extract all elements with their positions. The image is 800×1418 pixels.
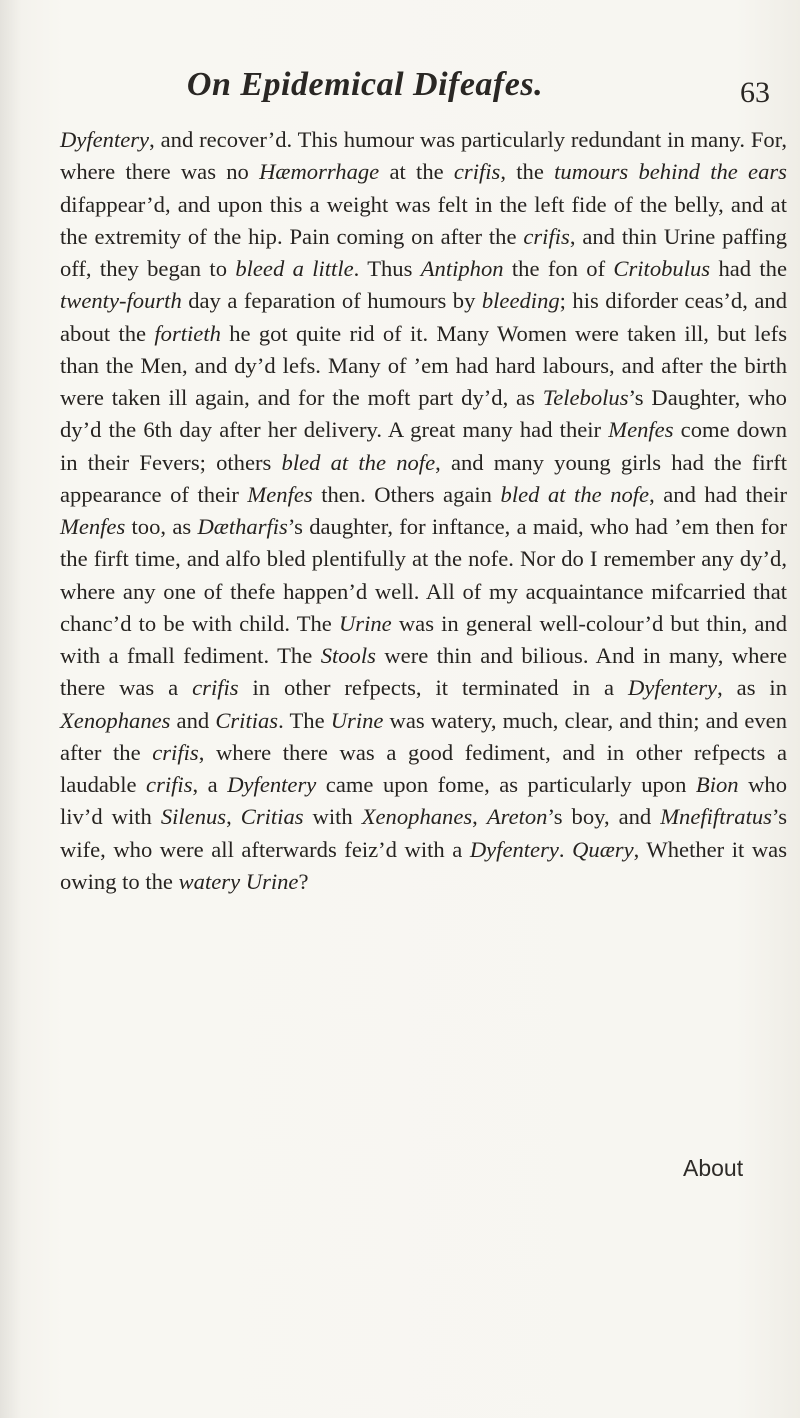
italic-run: Stools <box>320 643 376 668</box>
text-run: ’s boy, and <box>547 804 661 830</box>
italic-run: crifis <box>152 739 199 765</box>
italic-run: Urine <box>330 707 384 733</box>
text-run: day a feparation of humours by <box>181 288 482 314</box>
italic-run: bled at the nofe <box>281 449 436 475</box>
italic-run: crifis <box>192 675 239 701</box>
italic-run: Xenophanes <box>361 804 473 830</box>
running-title: On Epidemical Difeafes. <box>186 66 544 103</box>
italic-run: bleed a little <box>235 256 354 281</box>
text-run: ; his diforder ceas’d, and about the <box>60 288 787 346</box>
italic-run: Bion <box>695 772 739 797</box>
italic-run: crifis <box>523 223 570 249</box>
italic-run: Dyfentery <box>227 772 317 797</box>
italic-run: Hæmorrhage <box>259 159 380 185</box>
italic-run: Dætharfis <box>197 514 288 539</box>
italic-run: Critias <box>215 707 279 733</box>
italic-run: Critias <box>240 804 304 830</box>
text-run: too, as <box>125 514 198 539</box>
italic-run: Urine <box>338 610 392 636</box>
text-run: ’s wife, who were all afterwards feiz’d with a <box>60 804 788 862</box>
text-run: ’s Daughter, who dy’d the 6th day after her delivery. A great many had their <box>60 385 787 443</box>
text-run: . <box>558 836 573 862</box>
text-run: , and thin Urine paffing off, they began to <box>60 223 787 281</box>
italic-run: Dyfentery <box>469 836 559 862</box>
text-run: , where there was a good fediment, and in other refpects a laudable <box>60 739 787 797</box>
text-run: then. Others again <box>312 481 501 507</box>
text-run: come down in their Fevers; others <box>60 417 787 475</box>
text-run: . The <box>278 707 331 733</box>
text-run: was in general well-colour’d but thin, and with a fmall fediment. The <box>60 610 788 668</box>
text-run: , and recover’d. This humour was particularly redundant in many. For, where there was no <box>60 127 787 185</box>
text-run: with <box>303 804 362 830</box>
italic-run: twenty-fourth <box>60 288 182 314</box>
text-run: , Whether it was owing to the <box>60 836 787 894</box>
italic-run: Areton <box>486 804 548 830</box>
page-number: 63 <box>740 76 770 109</box>
italic-run: Dyfentery <box>60 127 150 152</box>
italic-run: Menfes <box>60 514 126 539</box>
text-run: ’s daughter, for inftance, a maid, who had ’em then for the firft time, and alfo bled plentifully at the nofe. Nor do I remember any dy’d, where any one of thefe happen’d well. All of my acquaintance mifcarried that chanc’d to be with child. The <box>60 514 787 636</box>
text-run: difappear’d, and upon this a weight was felt in the left fide of the belly, and at the extremity of the hip. Pain coming on after the <box>60 191 787 249</box>
italic-run: Menfes <box>247 481 313 507</box>
running-head <box>0 66 800 116</box>
text-run: was watery, much, clear, and thin; and even after the <box>60 707 787 765</box>
text-run: , <box>472 804 487 830</box>
text-run: had the <box>710 256 787 281</box>
text-run: , <box>226 804 241 830</box>
italic-run: crifis <box>146 772 193 797</box>
text-run: , a <box>192 772 228 797</box>
italic-run: tumours behind the ears <box>554 159 787 185</box>
text-run: , and many young girls had the firft appearance of their <box>60 449 787 507</box>
text-run: at the <box>379 159 454 185</box>
text-run: in other refpects, it terminated in a <box>238 675 628 701</box>
text-run: the fon of <box>503 256 614 281</box>
italic-run: Telebolus <box>542 385 629 410</box>
italic-run: Menfes <box>608 417 674 443</box>
text-run: ? <box>298 868 309 894</box>
italic-run: Dyfentery <box>628 675 718 701</box>
text-run: who liv’d with <box>60 772 787 830</box>
italic-run: Critobulus <box>613 256 711 281</box>
text-run: , as in <box>717 675 787 701</box>
body-paragraph <box>60 124 787 898</box>
text-run: and <box>170 707 216 733</box>
italic-run: fortieth <box>154 320 221 346</box>
italic-run: Mnefiftratus <box>660 804 772 830</box>
italic-run: Quæry <box>572 836 634 862</box>
catchword: About <box>683 1155 744 1181</box>
italic-run: bled at the nofe <box>500 481 650 507</box>
italic-run: Silenus <box>160 804 227 830</box>
text-run: were thin and bilious. And in many, where there was a <box>60 643 787 701</box>
italic-run: crifis <box>453 159 501 185</box>
italic-run: watery Urine <box>178 868 299 894</box>
text-run: came upon fome, as particularly upon <box>316 772 696 797</box>
italic-run: Xenophanes <box>60 707 171 733</box>
page-gutter-shadow <box>0 0 22 1418</box>
text-run: . Thus <box>353 256 421 281</box>
text-run: , and had their <box>649 481 787 507</box>
text-run: he got quite rid of it. Many Women were taken ill, but lefs than the Men, and dy’d lefs. Many of ’em had hard labours, and after the birth were taken ill again, and for the moft part dy’d, as <box>60 320 787 410</box>
text-run: , the <box>500 159 555 185</box>
italic-run: bleeding <box>481 288 560 314</box>
italic-run: Antiphon <box>420 256 504 281</box>
